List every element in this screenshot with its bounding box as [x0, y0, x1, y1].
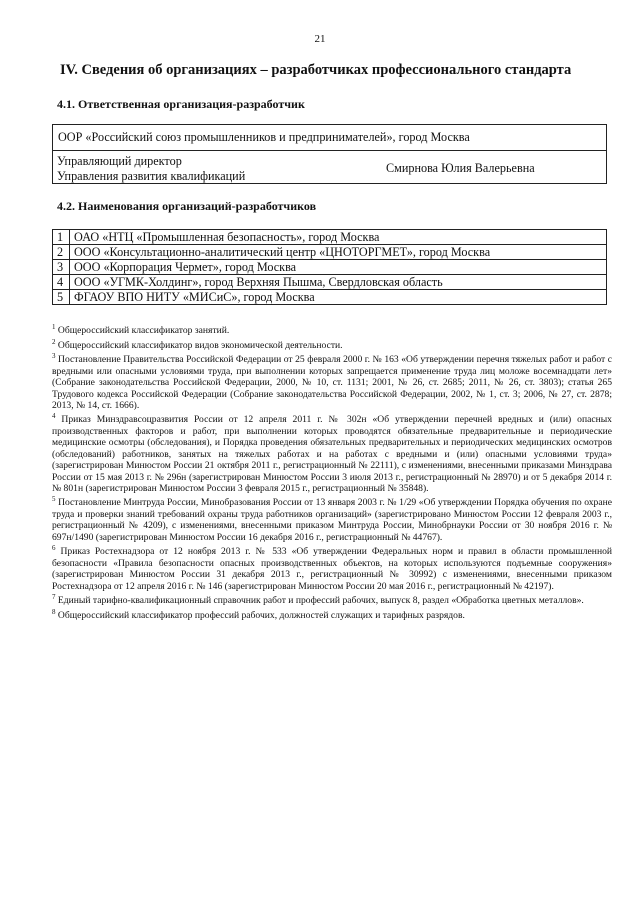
footnote [52, 607, 612, 622]
footnote-text: Общероссийский классификатор видов экономической деятельности. [57, 339, 343, 351]
responsible-org-name: ООР «Российский союз промышленников и предпринимателей», город Москва [58, 130, 470, 144]
table-row [53, 260, 607, 275]
footnote-number: 4 [52, 412, 56, 421]
row-number: 3 [53, 260, 70, 275]
footnote [52, 322, 612, 337]
footnote-text: Постановление Правительства Российской Федерации от 25 февраля 2000 г. № 163 «Об утверждении перечня тяжелых работ и работ с вредными или опасными условиями труда, при выполнении которых запрещается применение труда лиц моложе восемнадцати лет» (Собрание законодательства Российской Федерации, 2000, № 10, ст. 1131; 2001, № 26, ст. 2685; 2011, № 26, ст. 3803); статья 265 Трудового кодекса Российской Федерации (Собрание законодательства Российской Федерации, 2002, № 1, ст. 3; 2006, № 27, ст. 2878; 2013, № 14, ст. 1666). [52, 354, 612, 411]
footnotes [52, 322, 612, 621]
footnote-text: Постановление Минтруда России, Минобразования России от 13 января 2003 г. № 1/29 «Об утверждении Порядка обучения по охране труда и проверки знаний требований охраны труда работников организаций» (зарегистрировано Минюстом России 12 февраля 2003 г., регистрационный № 4209), с изменениями, внесенными приказом Минтруда России, Минобрнауки России от 30 ноября 2016 г. № 697н/1490 (зарегистрирован Минюстом России 16 декабря 2016 г., регистрационный № 44767). [52, 497, 613, 543]
developer-org-name: ФГАОУ ВПО НИТУ «МИСиС», город Москва [70, 290, 607, 305]
table-row [53, 290, 607, 305]
footnote-number: 1 [52, 323, 56, 331]
table-row [53, 230, 607, 245]
responsible-person-name: Смирнова Юлия Валерьевна [386, 161, 535, 175]
row-number: 4 [53, 275, 70, 290]
developer-org-name: ООО «Корпорация Чермет», город Москва [70, 260, 607, 275]
responsible-org-heading: 4.1. Ответственная организация-разработчик [57, 97, 305, 111]
footnote [52, 337, 612, 352]
footnote-number: 3 [52, 352, 56, 361]
footnote-number: 5 [52, 495, 56, 504]
row-number: 5 [53, 290, 70, 305]
footnote [52, 494, 612, 543]
footnote [52, 411, 612, 494]
row-number: 1 [53, 230, 70, 245]
developer-org-name: ООО «УГМК-Холдинг», город Верхняя Пышма, Свердловская область [70, 275, 607, 290]
developer-orgs-heading: 4.2. Наименования организаций-разработчиков [57, 199, 317, 213]
footnote-number: 7 [52, 593, 56, 602]
footnote-text: Единый тарифно-квалификационный справочник работ и профессий рабочих, выпуск 8, раздел «Обработка цветных металлов». [57, 595, 584, 607]
responsible-org-box [52, 124, 607, 184]
responsible-org-divider [53, 150, 606, 151]
section-title: IV. Сведения об организациях – разработчиках профессионального стандарта [60, 62, 572, 78]
footnote-number: 2 [52, 337, 56, 346]
responsible-position-line2: Управления развития квалификаций [57, 169, 246, 183]
footnote-text: Приказ Минздравсоцразвития России от 12 апреля 2011 г. № 302н «Об утверждении перечней вредных и (или) опасных производственных факторов и работ, при выполнении которых проводятся обязательные предварительные и периодические медицинские осмотры (обследования), и Порядка проведения обязательных предварительных и периодических медицинских осмотров (обследований) работников, занятых на тяжелых работах и на работах с вредными и (или) опасными условиями труда» (зарегистрирован Минюстом России 21 октября 2011 г., регистрационный № 22111), с изменениями, внесенными приказами Минздрава России от 15 мая 2013 г. № 296н (зарегистрирован Минюстом России 3 июля 2013 г., регистрационный № 28970) и от 5 декабря 2014 г. № 801н (зарегистрирован Минюстом России 3 февраля 2015 г., регистрационный № 35848). [52, 414, 612, 495]
footnote-number: 6 [52, 544, 56, 553]
developer-orgs-table [52, 229, 607, 305]
footnote-text: Приказ Ростехнадзора от 12 ноября 2013 г. № 533 «Об утверждении Федеральных норм и правил в области промышленной безопасности «Правила безопасности опасных производственных объектов, на которых используются подъемные сооружения» (зарегистрирован Минюстом России 31 декабря 2013 г., регистрационный № 30992) с изменениями, внесенными приказом Ростехнадзора от 12 апреля 2016 г. № 146 (зарегистрирован Минюстом России 20 мая 2016 г., регистрационный № 42197). [52, 546, 613, 592]
row-number: 2 [53, 245, 70, 260]
footnote-text: Общероссийский классификатор занятий. [57, 325, 230, 337]
developer-org-name: ООО «Консультационно-аналитический центр «ЦНОТОРГМЕТ», город Москва [70, 245, 607, 260]
footnote [52, 592, 612, 607]
footnote [52, 351, 612, 411]
developer-org-name: ОАО «НТЦ «Промышленная безопасность», город Москва [70, 230, 607, 245]
page-number: 21 [314, 33, 326, 45]
responsible-position-line1: Управляющий директор [57, 154, 182, 168]
table-row [53, 275, 607, 290]
footnote-text: Общероссийский классификатор профессий рабочих, должностей служащих и тарифных разрядов. [57, 609, 465, 621]
table-row [53, 245, 607, 260]
footnote-number: 8 [52, 607, 56, 616]
footnote [52, 543, 612, 592]
